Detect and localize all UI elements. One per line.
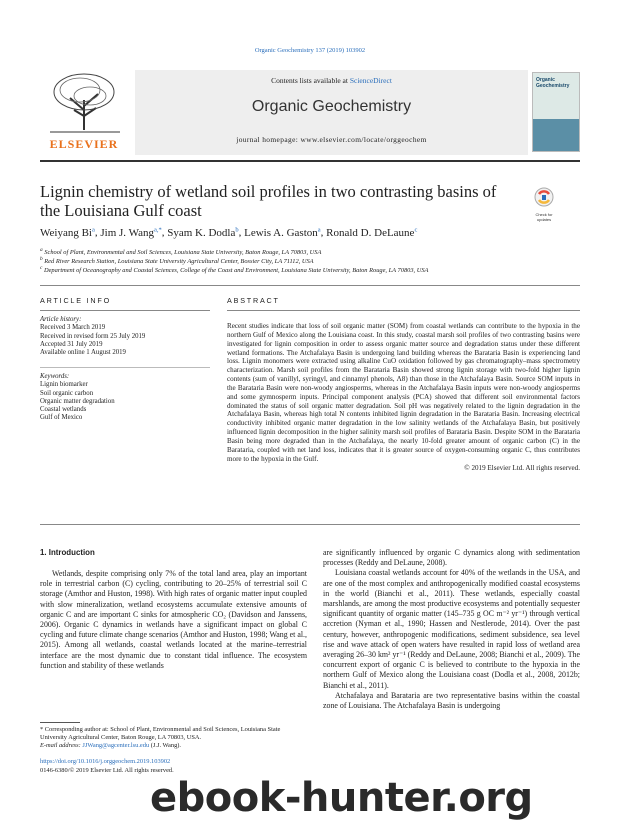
abstract-body [227, 322, 580, 472]
history-entry: Received in revised form 25 July 2019 [40, 332, 146, 340]
body-rule [40, 524, 580, 525]
affiliation: $^c$ Department of Oceanography and Coastal Sciences, College of the Coast and Environment, Louisiana State University, Baton Rouge, LA 70803, USA [40, 265, 429, 275]
body-paragraph: Louisiana coastal wetlands account for 40% of the wetlands in the USA, and are one of the most complex and anthropogenically modified coastal ecosystems in the world (Bianchi et al., 2011). These wetlands, especially coastal marshlands, are among the most productive ecosystems and potentially sequester significant quantity of organic matter (145–735 g OC m⁻² yr⁻¹) through vertical accretion (Nyman et al., 1990; Hassen and Nestlerode, 2014). Over the past century, however, anthropogenic modifications, sediment subsidence, sea level rise and wave attack of open waters have resulted in rapid loss of wetland area averaging 26–30 km² yr⁻¹ (Reddy and DeLaune, 2008; Bianchi et al., 2009). The concurrent export of organic C is believed to contribute to the hypoxia in the northern Gulf of Mexico along the Louisiana coast (Dodla et al., 2008, 2012b; Bianchi et al., 2011). [323, 568, 580, 690]
email-link[interactable]: JJWang@agcenter.lsu.edu [82, 742, 150, 750]
history-entry: Available online 1 August 2019 [40, 349, 126, 357]
header-rule [40, 160, 580, 162]
affiliation-rule [40, 285, 580, 286]
author[interactable]: Lewis A. Gaston$^a$ [244, 226, 321, 239]
history-entry: Received 3 March 2019 [40, 324, 106, 332]
body-paragraph: Wetlands, despite comprising only 7% of the total land area, play an important role in terrestrial carbon (C) cycling, contributing to 20–25% of terrestrial soil C storage (Amthor and Huston, 1998). With high rates of organic matter input coupled with slow mineralization, wetland ecosystems accumulate extensive amounts of organic C and are important C sinks for atmospheric CO₂ (Davidson and Janssens, 2006). Organic C dynamics in wetlands have a significant impact on global C cycling and future climate change scenarios (Amthor and Huston, 1998; Wang et al., 2015). Among all wetlands, coastal wetlands located at the marine–terrestrial interface are the most dynamic due to constant tidal influence. The ecosystem function and stability of these wetlands [40, 569, 307, 670]
article-title: Lignin chemistry of wetland soil profiles in two contrasting basins of the Louisiana Gulf coast [40, 182, 497, 220]
body-column-left [40, 569, 307, 671]
abstract-paragraph: Recent studies indicate that loss of soil organic matter (SOM) from coastal wetlands can contribute to the hypoxia in the northern Gulf of Mexico along the Louisiana coast. In this study, coastal marsh soil profiles of two contrasting basins were investigated for lignin composition in order to assess organic matter source and degradation status under these different wetland formations. The Atchafalaya Basin is undergoing land building whereas the Barataria Basin is experiencing land loss. Lignin monomers were extracted using alkaline CuO oxidation followed by gas chromatography–mass spectrometry characterization. Marsh soil profiles from the Barataria Basin showed strong lignin storage with two-fold higher lignin contents (sum of vanillyl, syringyl, and cinnamyl phenols, Λ8) than those in the Atchafalaya Basin. Source SOM inputs in the Barataria Basin were non-woody angiosperms, whereas in the Atchafalaya Basin inputs were non-woody angiosperms and some gymnosperm inputs. Principal component analysis (PCA) showed that different soil environmental factors dominated the status of soil organic matter degradation. Soil pH was negatively related to the lignin degradation in the Atchafalaya Basin, whereas high total N contents inhibited lignin degradation in the Barataria Basin. Increasing electrical conductivity inhibited organic matter degradation in the low salinity wetlands of the Atchafalaya Basin, but positively influenced lignin decomposition in the higher salinity marsh soil profiles of Barataria Basin. Despite SOM in the Barataria Basin being more degraded than in the Atchafalaya, the nearly 10-fold greater amount of organic carbon (C) in the Barataria, coupled with net land loss, indicates that it is greater source of oxygen-consuming organic C, thus contributes more to the hypoxia in the Gulf. [227, 322, 580, 463]
footnote [40, 726, 305, 751]
keywords-rule [40, 367, 210, 368]
section-heading: 1. Introduction [40, 548, 95, 557]
keywords-label: Keywords: [40, 373, 70, 380]
footnote-rule [40, 722, 80, 723]
watermark: ebook-hunter.org [150, 775, 533, 821]
journal-name: Organic Geochemistry [251, 98, 412, 115]
cover-band [533, 119, 579, 151]
body-paragraph: are significantly influenced by organic C dynamics along with sedimentation processes (Reddy and DeLaune, 2008). [323, 548, 580, 568]
author[interactable]: Jim J. Wang$^{a,*}$ [100, 226, 162, 239]
affiliation: $^b$ Red River Research Station, Louisiana State University Agricultural Center, Bossier City, LA 71112, USA [40, 256, 314, 266]
keyword: Lignin biomarker [40, 381, 88, 389]
article-history [40, 316, 190, 357]
history-label: Article history: [40, 316, 82, 323]
article-info-heading: ARTICLE INFO [40, 296, 111, 305]
corresponding-author-note: * Corresponding author at: School of Plant, Environmental and Soil Sciences, Louisiana State University Agricultural Center, Baton Rouge, LA 70803, USA. [40, 726, 281, 742]
body-column-right [323, 548, 580, 711]
check-for-updates-button[interactable] [530, 187, 558, 222]
email-line: E-mail address: JJWang@agcenter.lsu.edu (J.J. Wang). [40, 742, 182, 750]
journal-homepage[interactable]: journal homepage: www.elsevier.com/locate/orggeochem [236, 135, 427, 144]
sciencedirect-link[interactable]: ScienceDirect [349, 76, 392, 85]
author[interactable]: Syam K. Dodla$^b$ [167, 226, 239, 239]
keyword: Soil organic carbon [40, 389, 94, 397]
check-updates-label: Check for updates [535, 212, 553, 222]
body-paragraph: Atchafalaya and Barataria are two representative basins within the coastal zone of Louisiana. The Atchafalaya Basin is undergoing [323, 690, 580, 711]
history-entry: Accepted 31 July 2019 [40, 340, 103, 348]
author[interactable]: Weiyang Bi$^a$ [40, 226, 95, 239]
keyword: Organic matter degradation [40, 397, 115, 405]
abstract-copyright: © 2019 Elsevier Ltd. All rights reserved. [464, 463, 580, 472]
journal-header [40, 70, 580, 155]
keywords [40, 373, 190, 423]
keyword: Gulf of Mexico [40, 414, 83, 422]
info-rule [40, 310, 210, 311]
check-updates-icon [534, 187, 554, 207]
abstract-rule [227, 310, 580, 311]
contents-line [135, 76, 528, 85]
journal-cover-image [532, 72, 580, 152]
author[interactable]: Ronald D. DeLaune$^c$ [326, 226, 418, 239]
doi-link[interactable]: https://doi.org/10.1016/j.orggeochem.2019.103902 [40, 758, 171, 765]
author-list: Weiyang Bi$^a$, Jim J. Wang$^{a,*}$, Syam K. Dodla$^b$, Lewis A. Gaston$^a$, Ronald D. DeLaune$^c$ [40, 226, 418, 239]
abstract-heading: ABSTRACT [227, 296, 280, 305]
cover-title: Organic Geochemistry [536, 77, 570, 89]
journal-reference[interactable]: Organic Geochemistry 137 (2019) 103902 [254, 47, 366, 54]
issn-line: 0146-6380/© 2019 Elsevier Ltd. All rights reserved. [40, 767, 174, 774]
contents-prefix: Contents lists available at [271, 76, 350, 85]
affiliation: $^a$ School of Plant, Environmental and Soil Sciences, Louisiana State University, Baton Rouge, LA 70803, USA [40, 247, 322, 257]
publisher-name: ELSEVIER [49, 137, 119, 151]
keyword: Coastal wetlands [40, 406, 87, 414]
